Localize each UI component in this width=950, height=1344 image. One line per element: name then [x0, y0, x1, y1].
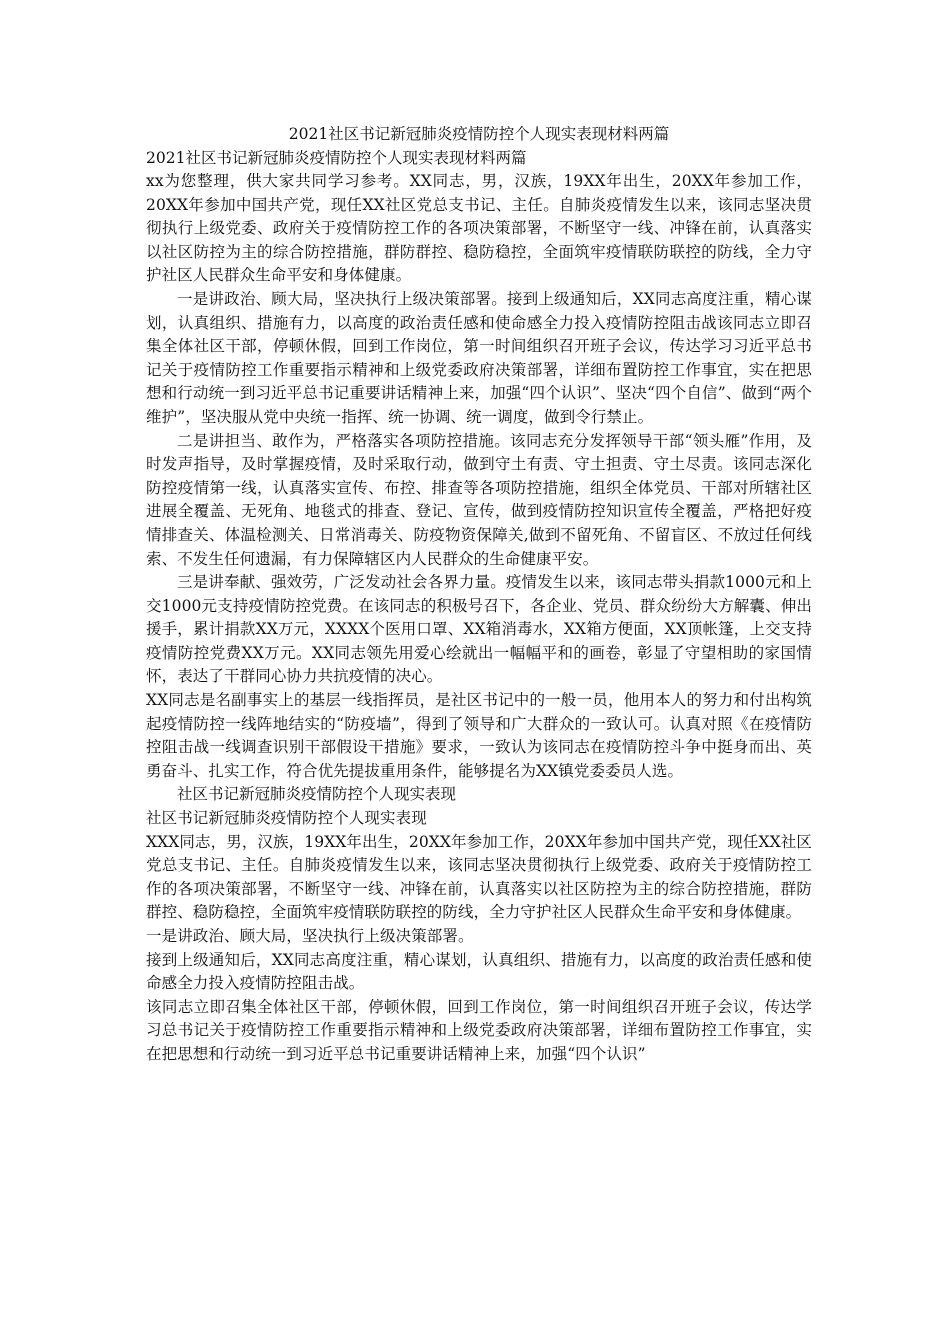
body-paragraph-responsibility: 二是讲担当、敢作为，严格落实各项防控措施。该同志充分发挥领导干部“领头雁”作用，及时发声指导，及时掌握疫情，及时采取行动，做到守土有责、守土担责、守土尽责。该同志深化防控疫情第一线，认真落实宣传、布控、排查等各项防控措施，组织全体党员、干部对所辖社区进展全覆盖、无死角、地毯式的排查、登记、宣传，做到疫情防控知识宣传全覆盖，严格把好疫情排查关、体温检测关、日常消毒关、防疫物资保障关,做到不留死角、不留盲区、不放过任何线索、不发生任何遗漏，有力保障辖区内人民群众的生命健康平安。 — [146, 431, 812, 568]
document-title: 2021社区书记新冠肺炎疫情防控个人现实表现材料两篇 — [288, 125, 670, 143]
body-paragraph-conclusion: XX同志是名副事实上的基层一线指挥员，是社区书记中的一般一员，他用本人的努力和付出构筑起疫情防控一线阵地结实的“防疫墙”，得到了领导和广大群众的一致认可。认真对照《在疫情防控阻击战一线调查识别干部假设干措施》要求，一致认为该同志在疫情防控斗争中挺身而出、英勇奋斗、扎实工作，符合优先提拔重用条件，能够提名为XX镇党委委员人选。 — [146, 691, 812, 780]
section-two-heading: 社区书记新冠肺炎疫情防控个人现实表现 — [177, 785, 457, 804]
body-paragraph-dedication: 三是讲奉献、强效劳，广泛发动社会各界力量。疫情发生以来，该同志带头捐款1000元和上交1000元支持疫情防控党费。在该同志的积极号召下，各企业、党员、群众纷纷大方解囊、伸出援手，累计捐款XX万元，XXXX个医用口罩、XX箱消毒水，XX箱方便面，XX顶帐篷，上交支持疫情防控党费XX万元。XX同志领先用爱心绘就出一幅幅平和的画卷，彰显了守望相助的家国情怀，表达了干群同心协力共抗疫情的决心。 — [146, 573, 812, 686]
section-two-meeting: 该同志立即召集全体社区干部，停顿休假，回到工作岗位，第一时间组织召开班子会议，传达学习总书记关于疫情防控工作重要指示精神和上级党委政府决策部署，详细布置防控工作事宜，实在把思想和行动统一到习近平总书记重要讲话精神上来，加强“四个认识” — [146, 997, 812, 1063]
section-two-notice: 接到上级通知后，XX同志高度注重，精心谋划，认真组织、措施有力，以高度的政治责任感和使命感全力投入疫情防控阻击战。 — [146, 950, 812, 993]
section-two-subheading: 社区书记新冠肺炎疫情防控个人现实表现 — [146, 809, 427, 828]
section-two-intro: XXX同志，男，汉族，19XX年出生，20XX年参加工作，20XX年参加中国共产党，现任XX社区党总支书记、主任。自肺炎疫情发生以来，该同志坚决贯彻执行上级党委、政府关于疫情防控工作的各项决策部署，不断坚守一线、冲锋在前，认真落实以社区防控为主的综合防控措施，群防群控、稳防稳控，全面筑牢疫情联防联控的防线，全力守护社区人民群众生命平安和身体健康。 — [146, 832, 812, 922]
section-two-point-one: 一是讲政治、顾大局，坚决执行上级决策部署。 — [146, 927, 474, 945]
document-subtitle: 2021社区书记新冠肺炎疫情防控个人现实表现材料两篇 — [146, 149, 527, 167]
body-paragraph-politics: 一是讲政治、顾大局，坚决执行上级决策部署。接到上级通知后，XX同志高度注重，精心谋划，认真组织、措施有力，以高度的政治责任感和使命感全力投入疫情防控阻击战该同志立即召集全体社区干部，停顿休假，回到工作岗位，第一时间组织召开班子会议，传达学习习近平总书记关于疫情防控工作重要指示精神和上级党委政府决策部署，详细布置防控工作事宜，实在把思想和行动统一到习近平总书记重要讲话精神上来，加强“四个认识”、坚决“四个自信”、做到“两个维护”，坚决服从党中央统一指挥、统一协调、统一调度，做到令行禁止。 — [146, 289, 812, 426]
intro-paragraph: xx为您整理，供大家共同学习参考。XX同志，男，汉族，19XX年出生，20XX年参加工作，20XX年参加中国共产党，现任XX社区党总支书记、主任。自肺炎疫情发生以来，该同志坚决贯彻执行上级党委、政府关于疫情防控工作的各项决策部署，不断坚守一线、冲锋在前，认真落实以社区防控为主的综合防控措施，群防群控、稳防稳控，全面筑牢疫情联防联控的防线，全力守护社区人民群众生命平安和身体健康。 — [146, 172, 812, 285]
document-page — [146, 122, 812, 1067]
